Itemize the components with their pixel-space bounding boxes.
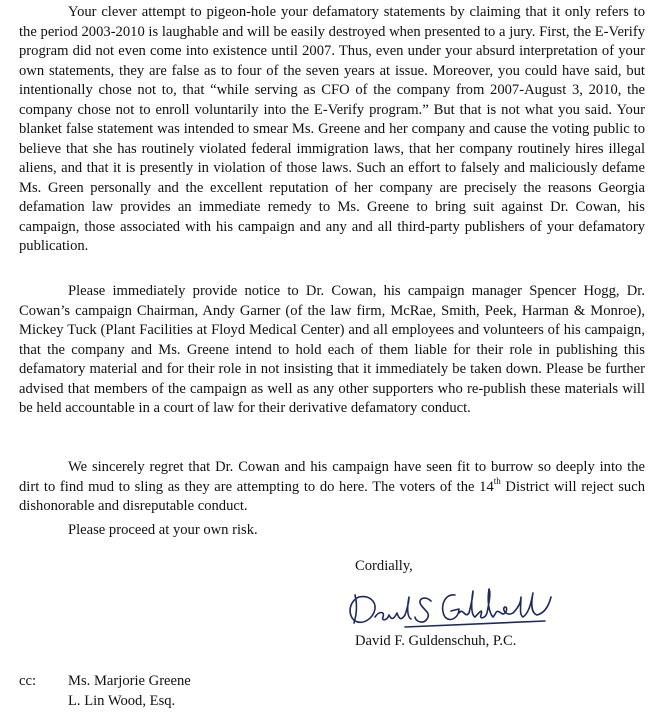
body-paragraph-2: Please immediately provide notice to Dr. Cowan, his campaign manager Spencer Hogg, Dr. Cowan’s campaign Chairman, Andy Garner (of the law firm, McRae, Smith, Peek, Harman & Monroe), Mickey Tuck (Plant Facilities at Floyd Medical Center) and all employees and volunteers of his campaign, that the company and Ms. Greene intend to hold each of them liable for their role in publishing this defamatory material and for their role in not insisting that it immediately be taken down. Please be further advised that members of the campaign as well as any other supporters who re-publish these materials will be held accountable in a court of law for their derivative defamatory conduct. bbox=[19, 283, 645, 416]
body-paragraph-1: Your clever attempt to pigeon-hole your defamatory statements by claiming that it only refers to the period 2003-2010 is laughable and will be easily destroyed when presented to a jury. First, the E-Verify program did not even come into existence until 2007. Thus, even under your absurd interpretation of your own statements, they are false as to four of the seven years at issue. Moreover, you could have said, but intentionally chose not to, that “while serving as CFO of the company from 2007-August 3, 2010, the company chose not to enroll voluntarily into the E-Verify program.” But that is not what you said. Your blanket false statement was intended to smear Ms. Greene and her company and cause the voting public to believe that she has routinely violated federal immigration laws, that her company routinely hires illegal aliens, and that it is presently in violation of those laws. Such an effort to falsely and maliciously defame Ms. Green personally and the excellent reputation of her company are precisely the reasons Georgia defamation law provides an immediate remedy to Ms. Greene to bring suit against Dr. Cowan, his campaign, those associated with his campaign and any and all third-party publishers of your defamatory publication. bbox=[19, 4, 645, 254]
closing-salutation: Cordially, bbox=[355, 558, 413, 574]
handwritten-signature bbox=[345, 583, 560, 631]
cc-recipient-list bbox=[68, 672, 191, 711]
cc-label: cc: bbox=[19, 673, 37, 689]
body-paragraph-4: Please proceed at your own risk. bbox=[68, 522, 258, 538]
cc-recipient: Ms. Marjorie Greene bbox=[68, 673, 191, 689]
signer-name: David F. Guldenschuh, P.C. bbox=[355, 633, 517, 649]
body-paragraph-3 bbox=[19, 458, 645, 517]
paragraph-3-text-end: District will reject such dishonorable and disreputable conduct. bbox=[19, 478, 645, 514]
cc-recipient: L. Lin Wood, Esq. bbox=[68, 692, 176, 709]
ordinal-suffix: th bbox=[493, 475, 501, 486]
paragraph-3-text-start: We sincerely regret that Dr. Cowan and his campaign have seen fit to burrow so deeply into the dirt to find mud to sling as they are attempting to do here. The voters of the 14 bbox=[19, 459, 645, 495]
